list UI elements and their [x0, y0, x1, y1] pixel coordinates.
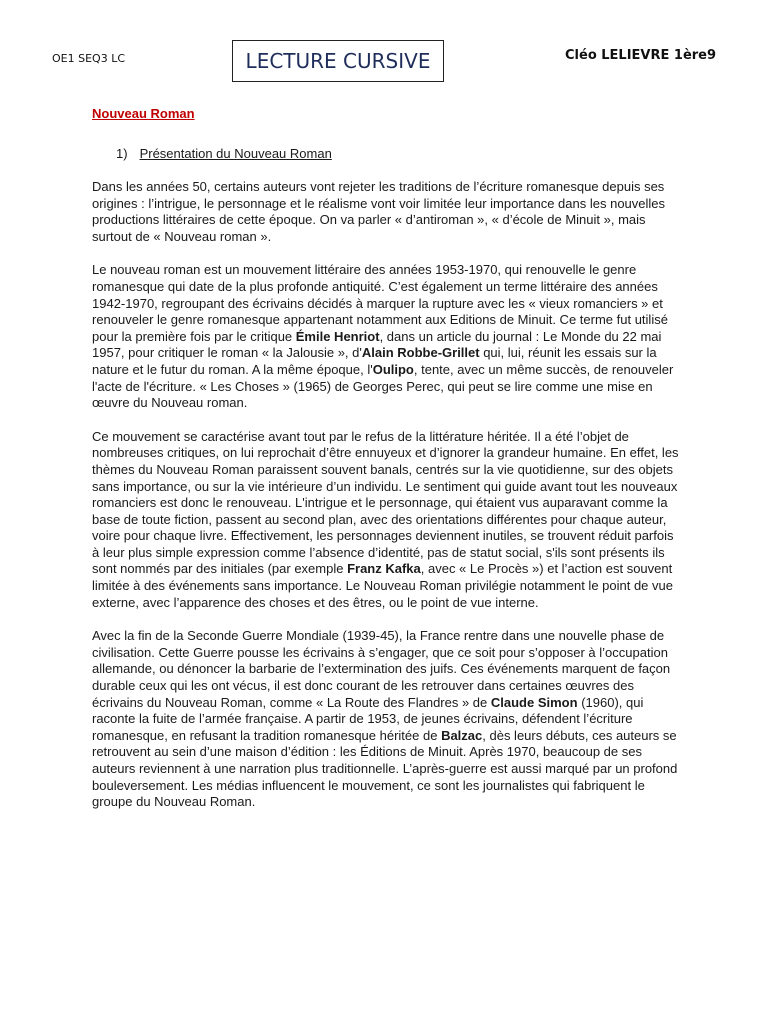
paragraph-4 [92, 628, 680, 811]
section-title: Nouveau Roman [92, 106, 195, 121]
p2-bold-oulipo: Oulipo [372, 361, 414, 377]
p2-text-3: qui, lui, réunit les essais sur la nature et le futur du roman. A la même époque, l' [92, 345, 657, 377]
subsection-title: Présentation du Nouveau Roman [139, 146, 332, 161]
subsection-number: 1) [116, 146, 128, 161]
p4-bold-claude-simon: Claude Simon [490, 694, 578, 710]
p2-text-2: , dans un article du journal : Le Monde du 22 mai 1957, pour critiquer le roman « la Jalousie », d' [92, 328, 662, 361]
p4-text-3: , dès leurs débuts, ces auteurs se retrouvent au sein d’une maison d’édition : les Éditions de Minuit. Après 1970, beaucoup de ses auteurs reviennent à une narration plus traditionnelle. L’après-guerre est aussi marqué par un profond bouleversement. Les médias influencent le mouvement, ce sont les journalistes qui fabriquent le groupe du Nouveau Roman. [92, 727, 678, 810]
student-name: Cléo LELIEVRE 1ère9 [565, 48, 717, 63]
p3-text-1: Ce mouvement se caractérise avant tout par le refus de la littérature héritée. Il a été l’objet de nombreuses critiques, on lui reprochait d’être ennuyeux et d’ignorer la grandeur humaine. En effet, les thèmes du Nouveau Roman paraissent souvent banals, centrés sur la vie quotidienne, sur des objets sans importance, ou sur la vie intérieure d’un individu. Le sentiment qui guide avant tout les nouveaux romanciers est donc le renouveau. L'intrigue et le personnage, qui étaient vus auparavant comme la base de toute fiction, passent au second plan, avec des orientations différentes pour chaque auteur, voire pour chaque livre. Effectivement, les personnages deviennent inutiles, se trouvent réduit parfois à leur plus simple expression comme l’absence d’identité, pas de statut social, s'ils sont présents ils sont nommés par des initiales (par exemple [92, 428, 679, 577]
document-body [92, 179, 680, 828]
p2-text-4: , tente, avec un même succès, de renouveler l'acte de l'écriture. « Les Choses » (1965) de Georges Perec, qui peut se lire comme une mise en œuvre du Nouveau roman. [92, 361, 674, 411]
p3-text-2: , avec « Le Procès ») et l’action est souvent limitée à des événements sans importance. Le Nouveau Roman privilégie notamment le point de vue externe, avec l’apparence des choses et des êtres, ou le point de vue interne. [92, 561, 673, 610]
paragraph-2 [92, 262, 680, 411]
p2-bold-emile-henriot: Émile Henriot [295, 328, 380, 344]
paragraph-3 [92, 429, 680, 612]
p4-text-1: Avec la fin de la Seconde Guerre Mondiale (1939-45), la France rentre dans une nouvelle phase de civilisation. Cette Guerre pousse les écrivains à s’engager, que ce soit pour s’opposer à l’occupation allemande, ou dénoncer la barbarie de l’extermination des juifs. Ces événements marquent de façon durable ceux qui les ont vécus, il est donc courant de les retrouver dans certaines œuvres des écrivains du Nouveau Roman, comme « La Route des Flandres » de [92, 628, 671, 710]
paragraph-1: Dans les années 50, certains auteurs vont rejeter les traditions de l’écriture romanesque depuis ses origines : l’intrigue, le personnage et le réalisme vont voir limitée leur importance dans les nouvelles productions littéraires de cette époque. On va parler « d’antiroman », « d’école de Minuit », mais surtout de « Nouveau roman ». [92, 179, 666, 244]
document-title: LECTURE CURSIVE [245, 49, 431, 73]
p2-text-1: Le nouveau roman est un mouvement littéraire des années 1953-1970, qui renouvelle le genre romanesque qui date de la plus profonde antiquité. C’est également un terme littéraire des années 1942-1970, regroupant des écrivains décidés à marquer la rupture avec les « vieux romanciers » et renouveler le genre romanesque appartenant notamment aux Editions de Minuit. Ce terme fut utilisé pour la première fois par le critique [92, 262, 668, 344]
document-title-box [232, 40, 444, 82]
p3-bold-kafka: Franz Kafka [347, 561, 421, 577]
p4-bold-balzac: Balzac [441, 727, 483, 743]
subsection-heading [116, 146, 332, 161]
course-code: OE1 SEQ3 LC [52, 52, 125, 65]
p2-bold-robbe-grillet: Alain Robbe-Grillet [361, 345, 480, 361]
p4-text-2: (1960), qui raconte la fuite de l’armée française. A partir de 1953, de jeunes écrivains, défendent l’écriture romanesque, en refusant la tradition romanesque héritée de [92, 694, 644, 743]
